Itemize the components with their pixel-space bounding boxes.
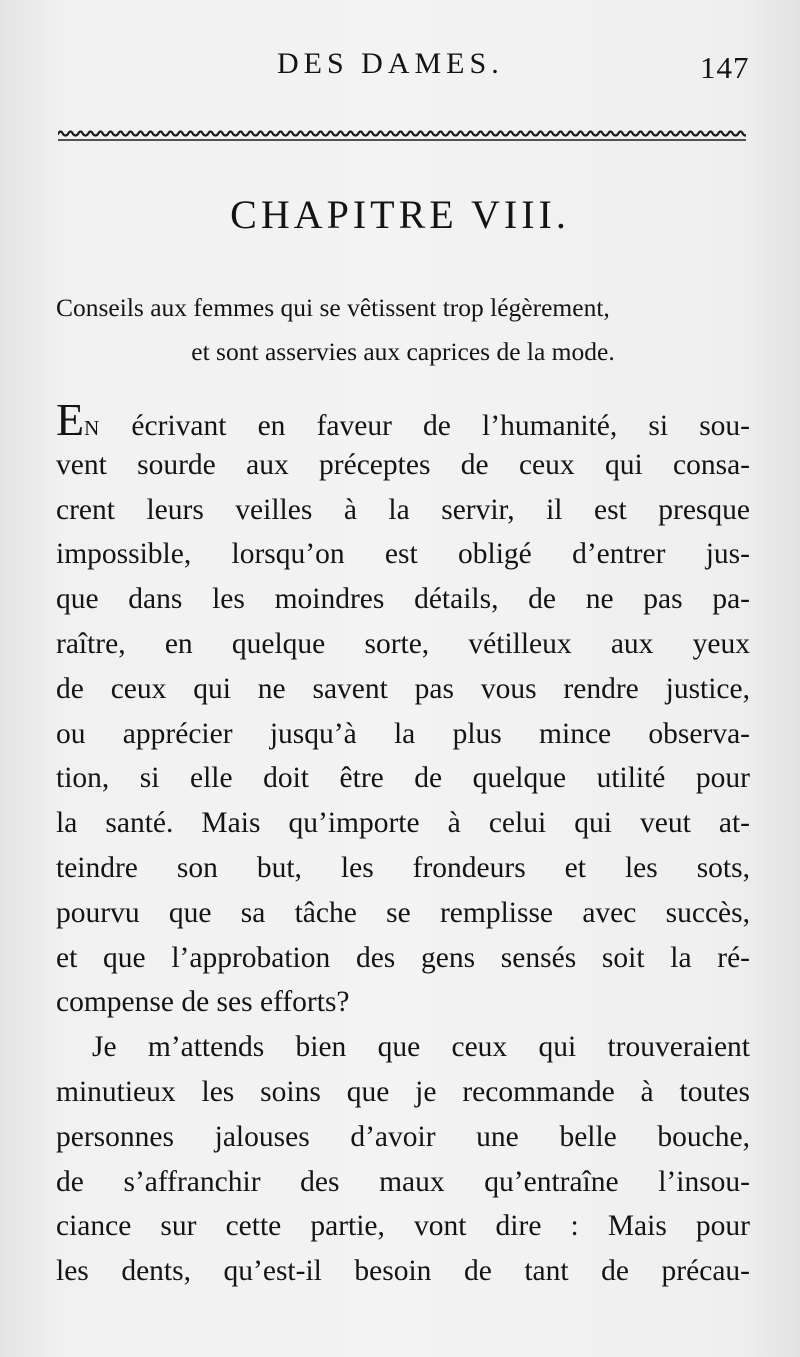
- small-cap: N: [84, 416, 101, 440]
- text-line: pourvu que sa tâche se remplisse avec succès,: [56, 896, 750, 929]
- text-line: ciance sur cette partie, vont dire : Mais pour: [56, 1210, 750, 1243]
- running-title: DES DAMES.: [277, 47, 504, 80]
- text-line: crent leurs veilles à la servir, il est presque: [56, 493, 750, 526]
- text-line: et que l’approbation des gens sensés soit la ré-: [56, 941, 750, 974]
- text-line: de s’affranchir des maux qu’entraîne l’insou-: [56, 1165, 750, 1198]
- text-line: que dans les moindres détails, de ne pas pa-: [56, 583, 750, 616]
- text-line: Je m’attends bien que ceux qui trouveraient: [92, 1031, 750, 1064]
- text-line: ou apprécier jusqu’à la plus mince observa-: [56, 717, 750, 750]
- ornamental-rule: [58, 128, 746, 142]
- subtitle-line: et sont asservies aux caprices de la mode.: [191, 337, 615, 366]
- subtitle-line: Conseils aux femmes qui se vêtissent trop légèrement,: [56, 293, 610, 322]
- text-line: minutieux les soins que je recommande à toutes: [56, 1075, 750, 1108]
- body-text: [56, 394, 750, 1294]
- drop-cap: E: [56, 394, 85, 445]
- text-line: vent sourde aux préceptes de ceux qui consa-: [56, 448, 750, 481]
- text-line: les dents, qu’est-il besoin de tant de précau-: [56, 1255, 750, 1288]
- text-line: de ceux qui ne savent pas vous rendre justice,: [56, 672, 750, 705]
- page-number: 147: [700, 50, 750, 85]
- text-line: teindre son but, les frondeurs et les sots,: [56, 851, 750, 884]
- chapter-subtitle: [56, 286, 750, 374]
- running-head: [0, 44, 800, 84]
- text-line: raître, en quelque sorte, vétilleux aux yeux: [56, 627, 750, 660]
- text-line: compense de ses efforts?: [56, 986, 350, 1019]
- text-line: impossible, lorsqu’on est obligé d’entrer jus-: [56, 538, 750, 571]
- text-line: personnes jalouses d’avoir une belle bouche,: [56, 1120, 750, 1153]
- text-line: la santé. Mais qu’importe à celui qui veut at-: [56, 807, 750, 840]
- text-line: EN écrivant en faveur de l’humanité, si sou-: [56, 394, 750, 445]
- text-line: tion, si elle doit être de quelque utilité pour: [56, 762, 750, 795]
- chapter-title: CHAPITRE VIII.: [230, 192, 570, 237]
